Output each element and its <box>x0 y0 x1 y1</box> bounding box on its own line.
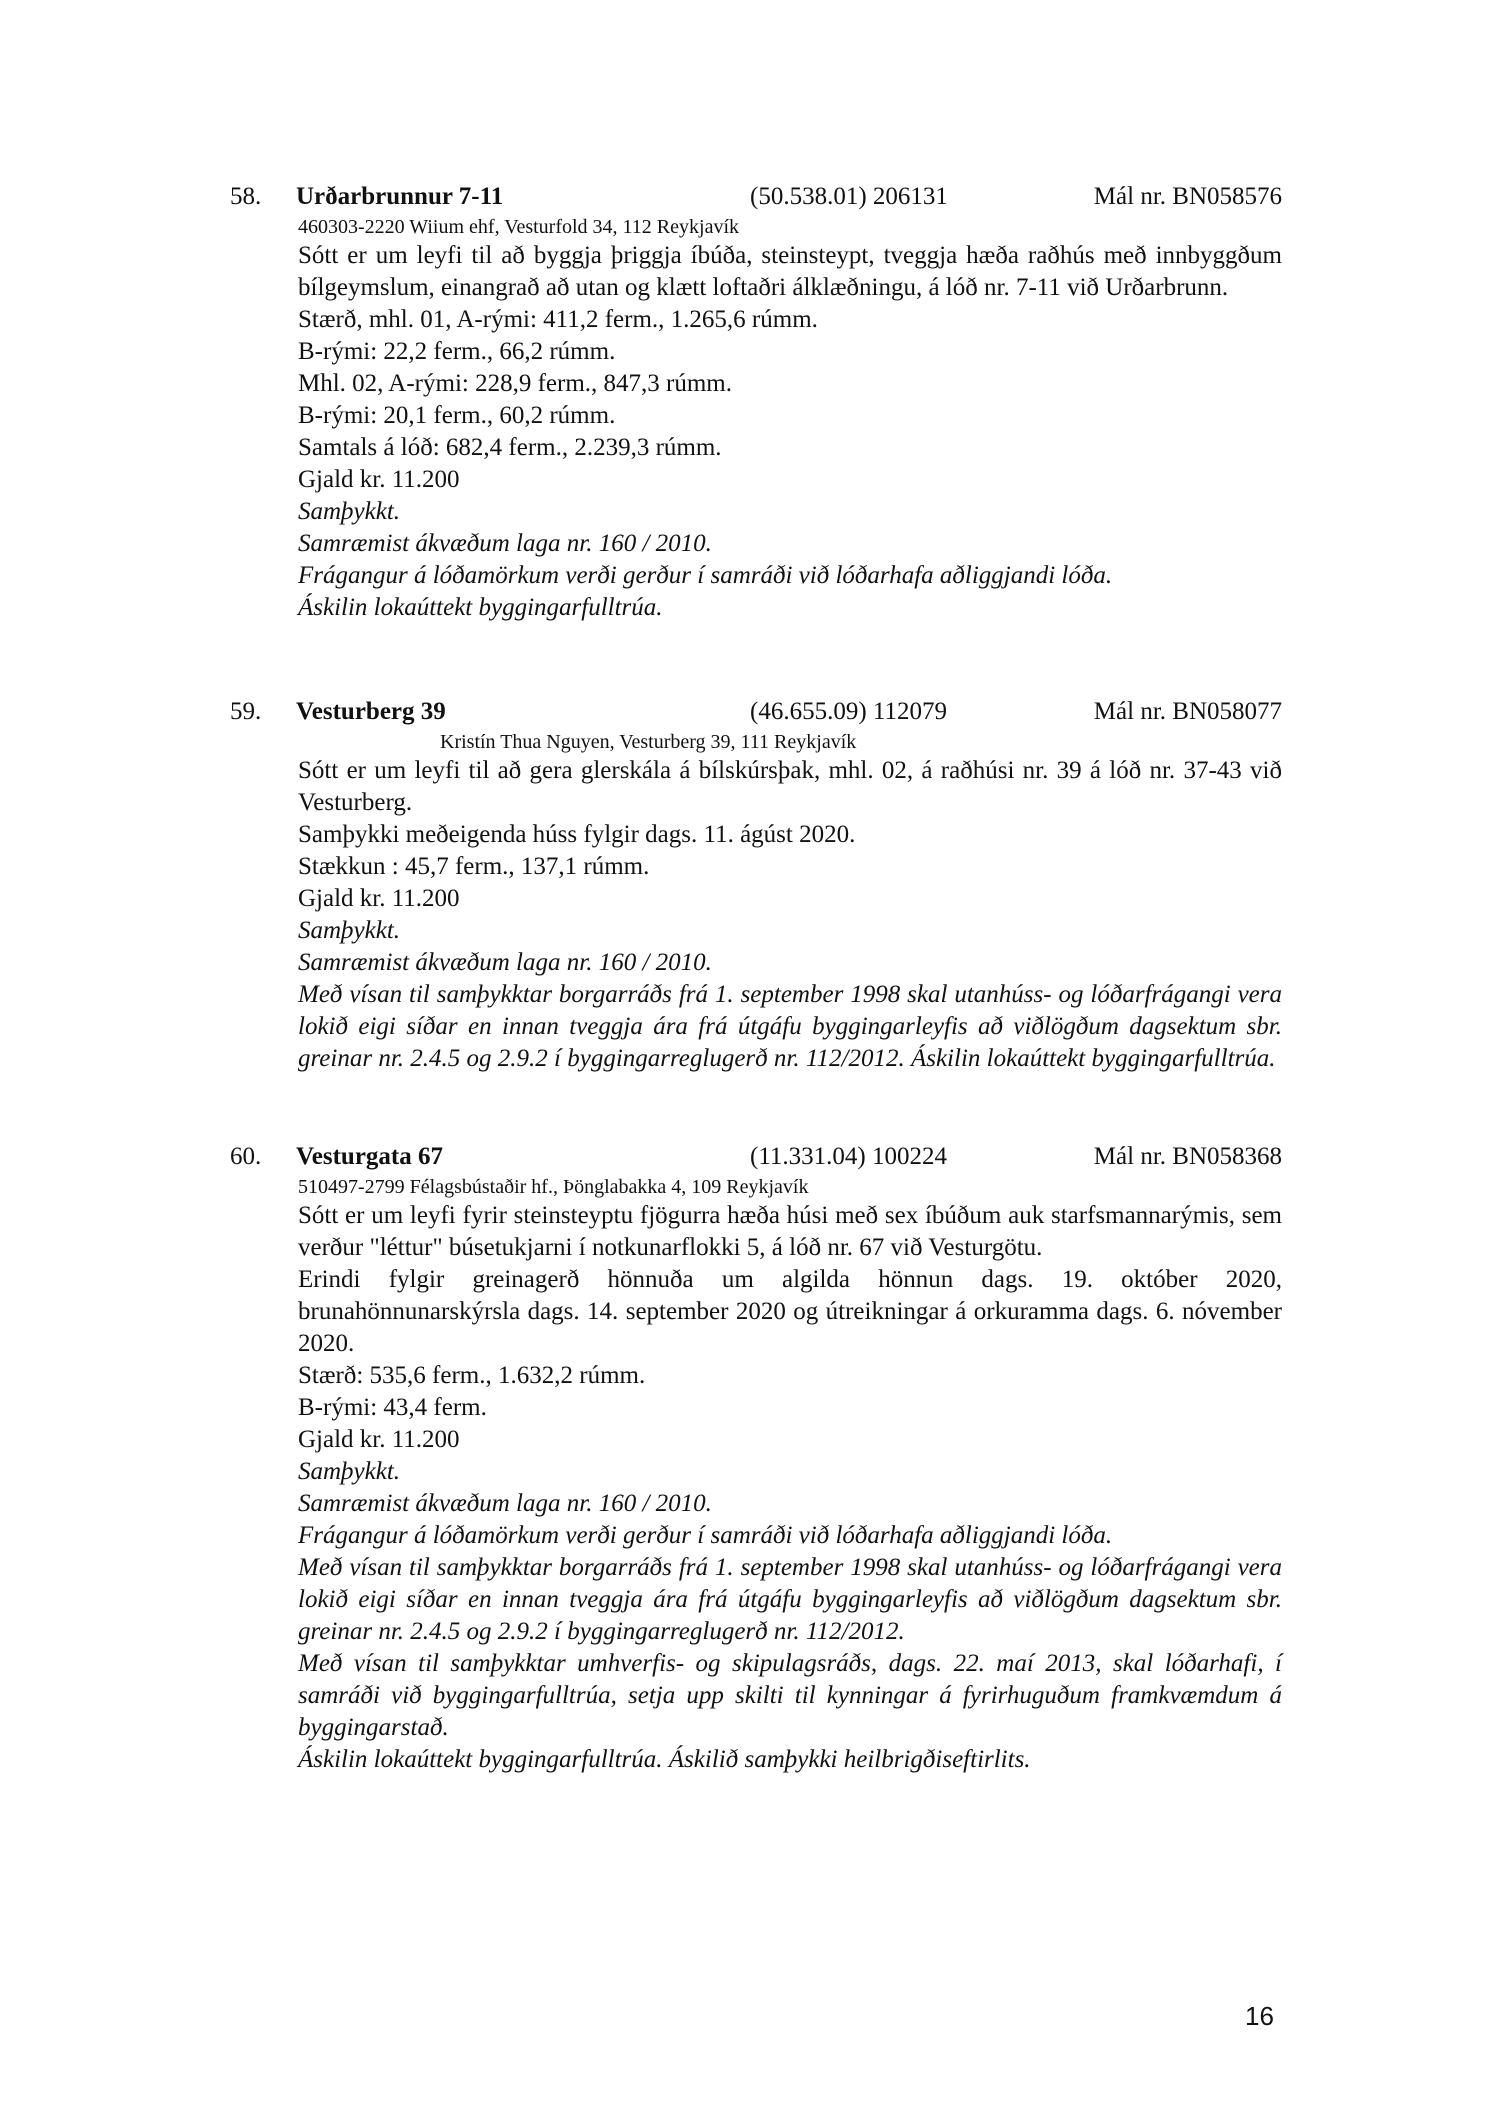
entry-decision: Samræmist ákvæðum laga nr. 160 / 2010. <box>298 949 712 976</box>
entry-body <box>298 755 1282 1075</box>
entry-title: Urðarbrunnur 7-11 <box>296 183 504 210</box>
entry-decision: Samræmist ákvæðum laga nr. 160 / 2010. <box>298 530 712 557</box>
entry-decision: Frágangur á lóðamörkum verði gerður í samráði við lóðarhafa aðliggjandi lóða. <box>298 562 1113 589</box>
entry-decision: Samþykkt. <box>298 498 401 525</box>
entry-reference: (11.331.04) 100224 <box>750 1143 947 1170</box>
entry-detail: Gjald kr. 11.200 <box>298 885 460 912</box>
entry-applicant: Kristín Thua Nguyen, Vesturberg 39, 111 Reykjavík <box>440 731 857 753</box>
entry-case-number: Mál nr. BN058576 <box>1093 183 1282 210</box>
entry-decision: Með vísan til samþykktar umhverfis- og skipulagsráðs, dags. 22. maí 2013, skal lóðarhafi, í samráði við byggingarfulltrúa, setja upp skilti til kynningar á fyrirhuguðum framkvæmdum á byggingarstað. <box>298 1650 1282 1741</box>
entry-decision: Samþykkt. <box>298 917 401 944</box>
case-entry-58 <box>230 180 1282 624</box>
entry-header <box>230 695 1282 729</box>
entry-number: 60. <box>230 1143 262 1170</box>
entry-detail: Gjald kr. 11.200 <box>298 466 460 493</box>
entry-decision: Með vísan til samþykktar borgarráðs frá 1. september 1998 skal utanhúss- og lóðarfrágangi vera lokið eigi síðar en innan tveggja ára frá útgáfu byggingarleyfis að viðlögðum dagsektum sbr. greinar nr. 2.4.5 og 2.9.2 í byggingarreglugerð nr. 112/2012. Áskilin lokaúttekt byggingarfulltrúa. <box>298 981 1282 1072</box>
entry-reference: (50.538.01) 206131 <box>750 183 948 210</box>
case-entry-60 <box>230 1140 1282 1776</box>
entry-number: 59. <box>230 698 262 725</box>
entry-detail: B-rými: 22,2 ferm., 66,2 rúmm. <box>298 338 616 365</box>
entry-title: Vesturberg 39 <box>296 698 446 725</box>
entry-decision: Áskilin lokaúttekt byggingarfulltrúa. <box>298 594 663 621</box>
entry-detail: B-rými: 43,4 ferm. <box>298 1394 487 1421</box>
case-entry-59 <box>230 695 1282 1075</box>
entry-case-number: Mál nr. BN058077 <box>1093 698 1282 725</box>
entry-body <box>298 240 1282 624</box>
page-number: 16 <box>1245 2001 1274 2031</box>
entry-case-number: Mál nr. BN058368 <box>1093 1143 1282 1170</box>
entry-detail: B-rými: 20,1 ferm., 60,2 rúmm. <box>298 402 616 429</box>
entry-detail: Stærð: 535,6 ferm., 1.632,2 rúmm. <box>298 1362 646 1389</box>
entry-detail: Samþykki meðeigenda húss fylgir dags. 11. ágúst 2020. <box>298 821 856 848</box>
entry-decision: Samþykkt. <box>298 1458 401 1485</box>
entry-number: 58. <box>230 183 262 210</box>
entry-detail: Stærð, mhl. 01, A-rými: 411,2 ferm., 1.265,6 rúmm. <box>298 306 818 333</box>
entry-detail: Gjald kr. 11.200 <box>298 1426 460 1453</box>
entry-detail: Samtals á lóð: 682,4 ferm., 2.239,3 rúmm. <box>298 434 722 461</box>
entry-title: Vesturgata 67 <box>296 1143 443 1170</box>
entry-body <box>298 1200 1282 1776</box>
entry-decision: Áskilin lokaúttekt byggingarfulltrúa. Áskilið samþykki heilbrigðiseftirlits. <box>298 1746 1031 1773</box>
entry-description: Sótt er um leyfi fyrir steinsteyptu fjögurra hæða húsi með sex íbúðum auk starfsmannarýmis, sem verður "léttur" búsetukjarni í notkunarflokki 5, á lóð nr. 67 við Vesturgötu. <box>298 1202 1282 1261</box>
entry-description-attachments: Erindi fylgir greinagerð hönnuða um algilda hönnun dags. 19. október 2020, brunahönnunarskýrsla dags. 14. september 2020 og útreikningar á orkuramma dags. 6. nóvember 2020. <box>298 1266 1282 1357</box>
entry-applicant: 460303-2220 Wiium ehf, Vesturfold 34, 112 Reykjavík <box>298 216 740 238</box>
entry-decision: Með vísan til samþykktar borgarráðs frá 1. september 1998 skal utanhúss- og lóðarfrágangi vera lokið eigi síðar en innan tveggja ára frá útgáfu byggingarleyfis að viðlögðum dagsektum sbr. greinar nr. 2.4.5 og 2.9.2 í byggingarreglugerð nr. 112/2012. <box>298 1554 1282 1645</box>
entry-decision: Samræmist ákvæðum laga nr. 160 / 2010. <box>298 1490 712 1517</box>
entry-decision: Frágangur á lóðamörkum verði gerður í samráði við lóðarhafa aðliggjandi lóða. <box>298 1522 1113 1549</box>
entry-description: Sótt er um leyfi til að gera glerskála á bílskúrsþak, mhl. 02, á raðhúsi nr. 39 á lóð nr. 37-43 við Vesturberg. <box>298 757 1282 816</box>
entry-header <box>230 1140 1282 1174</box>
entry-header <box>230 180 1282 214</box>
entry-detail: Mhl. 02, A-rými: 228,9 ferm., 847,3 rúmm. <box>298 370 732 397</box>
entry-applicant: 510497-2799 Félagsbústaðir hf., Þönglabakka 4, 109 Reykjavík <box>298 1176 809 1198</box>
entry-detail: Stækkun : 45,7 ferm., 137,1 rúmm. <box>298 853 650 880</box>
entry-reference: (46.655.09) 112079 <box>750 698 947 725</box>
entry-description: Sótt er um leyfi til að byggja þriggja íbúða, steinsteypt, tveggja hæða raðhús með innbyggðum bílgeymslum, einangrað að utan og klætt loftaðri álklæðningu, á lóð nr. 7-11 við Urðarbrunn. <box>298 242 1282 301</box>
